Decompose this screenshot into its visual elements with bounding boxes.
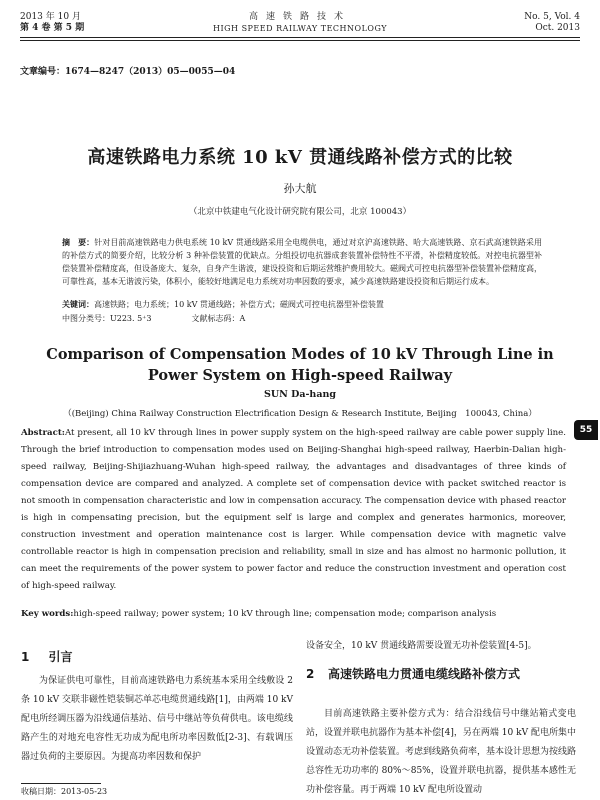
page-number-tab: 55 [574,420,598,440]
keywords-en-text: high-speed railway; power system; 10 kV through line; compensation mode; comparison analysis [73,609,497,619]
keywords-cn-label: 关键词： [62,300,94,309]
section-2-body: 目前高速铁路主要补偿方式为：结合沿线信号中继站箱式变电站，设置并联电抗器作为基本补偿[4]，另在两端 10 kV 配电所集中设置动态无功补偿装置。考虑到线路负荷率，基本设计思想为按线路总容性无功功率的 80%～85%，设置并联电抗器，提供基本感性无功补偿容量。再于两端 10 kV 配电所设置动 [306,709,577,795]
section-1-heading [21,646,72,665]
abstract-en-text: At present, all 10 kV through lines in power supply system on the high-speed railway are cable power supply line. Through the brief introduction to compensation modes used on Beijing-Shanghai high-speed railway, Haerbin-Dalian high-speed railway, Beijing-Shijiazhuang-Wuhan high-speed railway, the advantages and disadvantages of three kinds of compensation device are compared and analyzed. A complete set of compensation device with packet switched reactor is not smooth in compensation characteristic and low in compensation accuracy. The compensation device with phased reactor is high in compensating precision, but the equipment self is large and complex and generates harmonics, moreover, construction investment and operation maintenance cost is larger. While compensation device with magnetic valve controllable reactor is high in compensation precision and reliability, small in size and has almost no harmonic pollution, it can meet the requirements of the power system to power factor and reduce the construction investment and operation cost of high-speed railway. [21,428,566,591]
author-cn: 孙大航 [283,182,317,195]
keywords-en-label: Key words: [21,609,74,619]
clc-number: 中图分类号：U223. 5⁺3 [62,314,152,323]
header-month: Oct. 2013 [535,23,580,33]
abstract-cn-text: 针对目前高速铁路电力供电系统 10 kV 贯通线路采用全电缆供电，通过对京沪高速铁路、哈大高速铁路、京石武高速铁路采用的补偿方式的简要介绍，比较分析 3 种补偿装置的优缺点。分组投切电抗器成套装置补偿特性不平滑，补偿精度较低。对控电抗器型补偿装置补偿精度高，但设备庞大、复杂，自身产生谐波，建设投资和后期运营维护费用较大。磁阀式可控电抗器型补偿装置补偿精度高，可靠性高，基本无谐波污染，体积小，能较好地满足电力系统对功率因数的要求，减少高速铁路建设投资和后期运行成本。 [62,238,542,286]
header-volume: 第 4 卷 第 5 期 [20,23,85,33]
paper-title-en: Comparison of Compensation Modes of 10 kV Through Line in Power System on High-speed Railway [46,346,554,384]
affiliation-en: （(Beijing) China Railway Construction Electrification Design & Research Institute, Beijing 100043, China） [63,409,537,419]
abstract-en-label: Abstract: [21,428,65,438]
article-number: 文章编号：1674—8247（2013）05—0055—04 [20,67,236,77]
document-code: 文献标志码：A [191,314,246,323]
section-2-title: 高速铁路电力贯通电缆线路补偿方式 [328,667,521,681]
right-column-continuation: 设备安全，10 kV 贯通线路需要设置无功补偿装置[4-5]。 [306,641,537,651]
received-date-footnote: 收稿日期：2013-05-23 [21,787,108,796]
affiliation-cn: （北京中铁建电气化设计研究院有限公司，北京 100043） [188,207,412,217]
section-2-heading [306,664,576,684]
header-issue-number [524,12,580,34]
section-1-body: 为保证供电可靠性，目前高速铁路电力系统基本采用全线敷设 2 条 10 kV 交联非磁性铠装铜芯单芯电缆贯通线路[1]，由两端 10 kV 配电所经调压器为沿线通信基站、信号中继站等负荷供电。该电缆线路产生的对地充电容性无功成为配电所功率因数低[2-3]、有载调压器过负荷的主要原因。为提高功率因数和保护 [21,676,293,762]
footnote-rule [21,783,101,784]
abstract-en [21,425,566,595]
keywords-en [21,606,566,623]
section-1-number: 1 [21,650,30,664]
abstract-cn-label: 摘 要： [62,238,95,247]
paper-title-cn: 高速铁路电力系统 10 kV 贯通线路补偿方式的比较 [87,147,513,168]
journal-name-cn: 高速铁路技术 [248,12,351,22]
section-1-title: 引言 [48,650,73,664]
header-date: 2013 年 10 月 [20,12,81,22]
author-en: SUN Da-hang [263,389,337,400]
journal-name-en: HIGH SPEED RAILWAY TECHNOLOGY [213,24,387,33]
abstract-cn [62,236,542,288]
keywords-cn-text: 高速铁路；电力系统；10 kV 贯通线路；补偿方式；磁阀式可控电抗器型补偿装置 [94,300,384,309]
keywords-cn [62,299,542,311]
header-rule [20,37,580,38]
header-number: No. 5, Vol. 4 [524,12,580,22]
header-journal-name [0,12,600,34]
header-rule-thin [20,40,580,41]
section-2-number: 2 [306,667,315,681]
classification-cn [62,313,542,325]
